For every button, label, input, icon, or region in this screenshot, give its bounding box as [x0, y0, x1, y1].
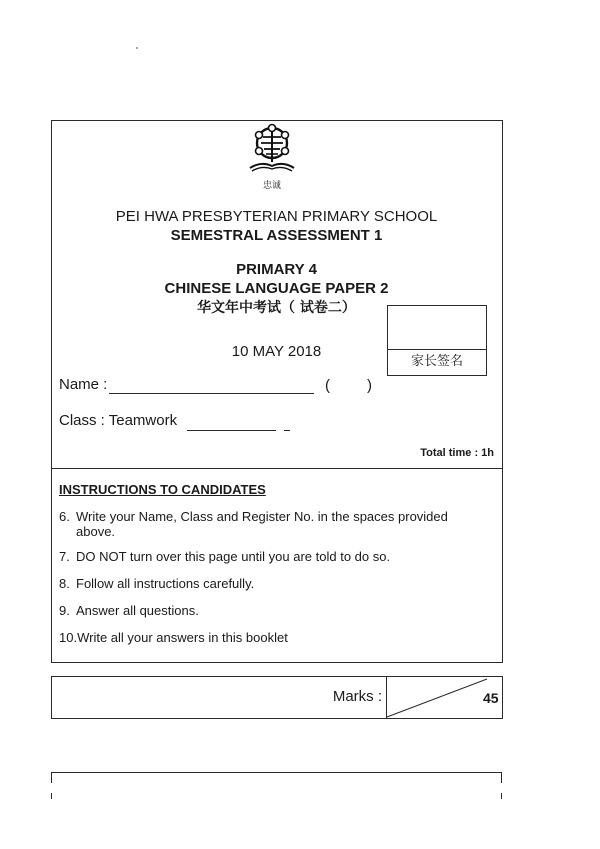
instruction-item [59, 630, 467, 645]
level-title: PRIMARY 4 [236, 261, 317, 278]
instruction-number: 8. [59, 576, 70, 591]
instruction-number: 6. [59, 509, 70, 524]
instruction-text: Write your Name, Class and Register No. in the spaces provided above. [76, 509, 448, 539]
instructions-heading: INSTRUCTIONS TO CANDIDATES [59, 482, 266, 497]
register-number-open-paren: ( [325, 377, 330, 394]
exam-date: 10 MAY 2018 [231, 343, 322, 360]
instruction-text: Follow all instructions carefully. [76, 576, 255, 591]
next-box-top-edge [51, 772, 502, 773]
class-blank-line [187, 430, 276, 431]
subject-title: CHINESE LANGUAGE PAPER 2 [164, 280, 389, 297]
parent-signature-label: 家长签名 [410, 354, 463, 369]
scan-tick-right [501, 793, 502, 799]
instruction-text: Answer all questions. [76, 603, 199, 618]
scan-speck [136, 47, 138, 49]
register-number-close-paren: ) [367, 377, 372, 394]
instruction-text: DO NOT turn over this page until you are told to do so. [76, 549, 391, 564]
school-motto: 忠诚 [262, 181, 281, 191]
marks-total: 45 [483, 690, 499, 706]
name-blank-line [109, 393, 314, 394]
instruction-number: 9. [59, 603, 70, 618]
assessment-title: SEMESTRAL ASSESSMENT 1 [170, 227, 383, 244]
parent-signature-divider [387, 349, 487, 350]
next-box-right-edge [501, 772, 502, 783]
next-box-left-edge [51, 772, 52, 783]
school-crest-icon [248, 122, 296, 182]
instruction-text: Write all your answers in this booklet [77, 630, 288, 645]
class-blank-line-extra [284, 430, 290, 431]
section-divider [51, 468, 502, 469]
instruction-number: 7. [59, 549, 70, 564]
class-label: Class : Teamwork [59, 412, 178, 429]
name-label: Name : [59, 376, 108, 393]
subject-title-chinese: 华文年中考试（ 试卷二） [197, 300, 356, 316]
instruction-item [59, 549, 466, 564]
school-name: PEI HWA PRESBYTERIAN PRIMARY SCHOOL [115, 208, 438, 225]
instruction-item [59, 509, 466, 539]
instruction-number: 10. [59, 630, 78, 645]
instruction-item [59, 576, 466, 591]
instruction-item [59, 603, 466, 618]
total-time: Total time : 1h [420, 447, 494, 459]
scan-tick-left [51, 793, 52, 799]
marks-label: Marks : [332, 688, 382, 705]
